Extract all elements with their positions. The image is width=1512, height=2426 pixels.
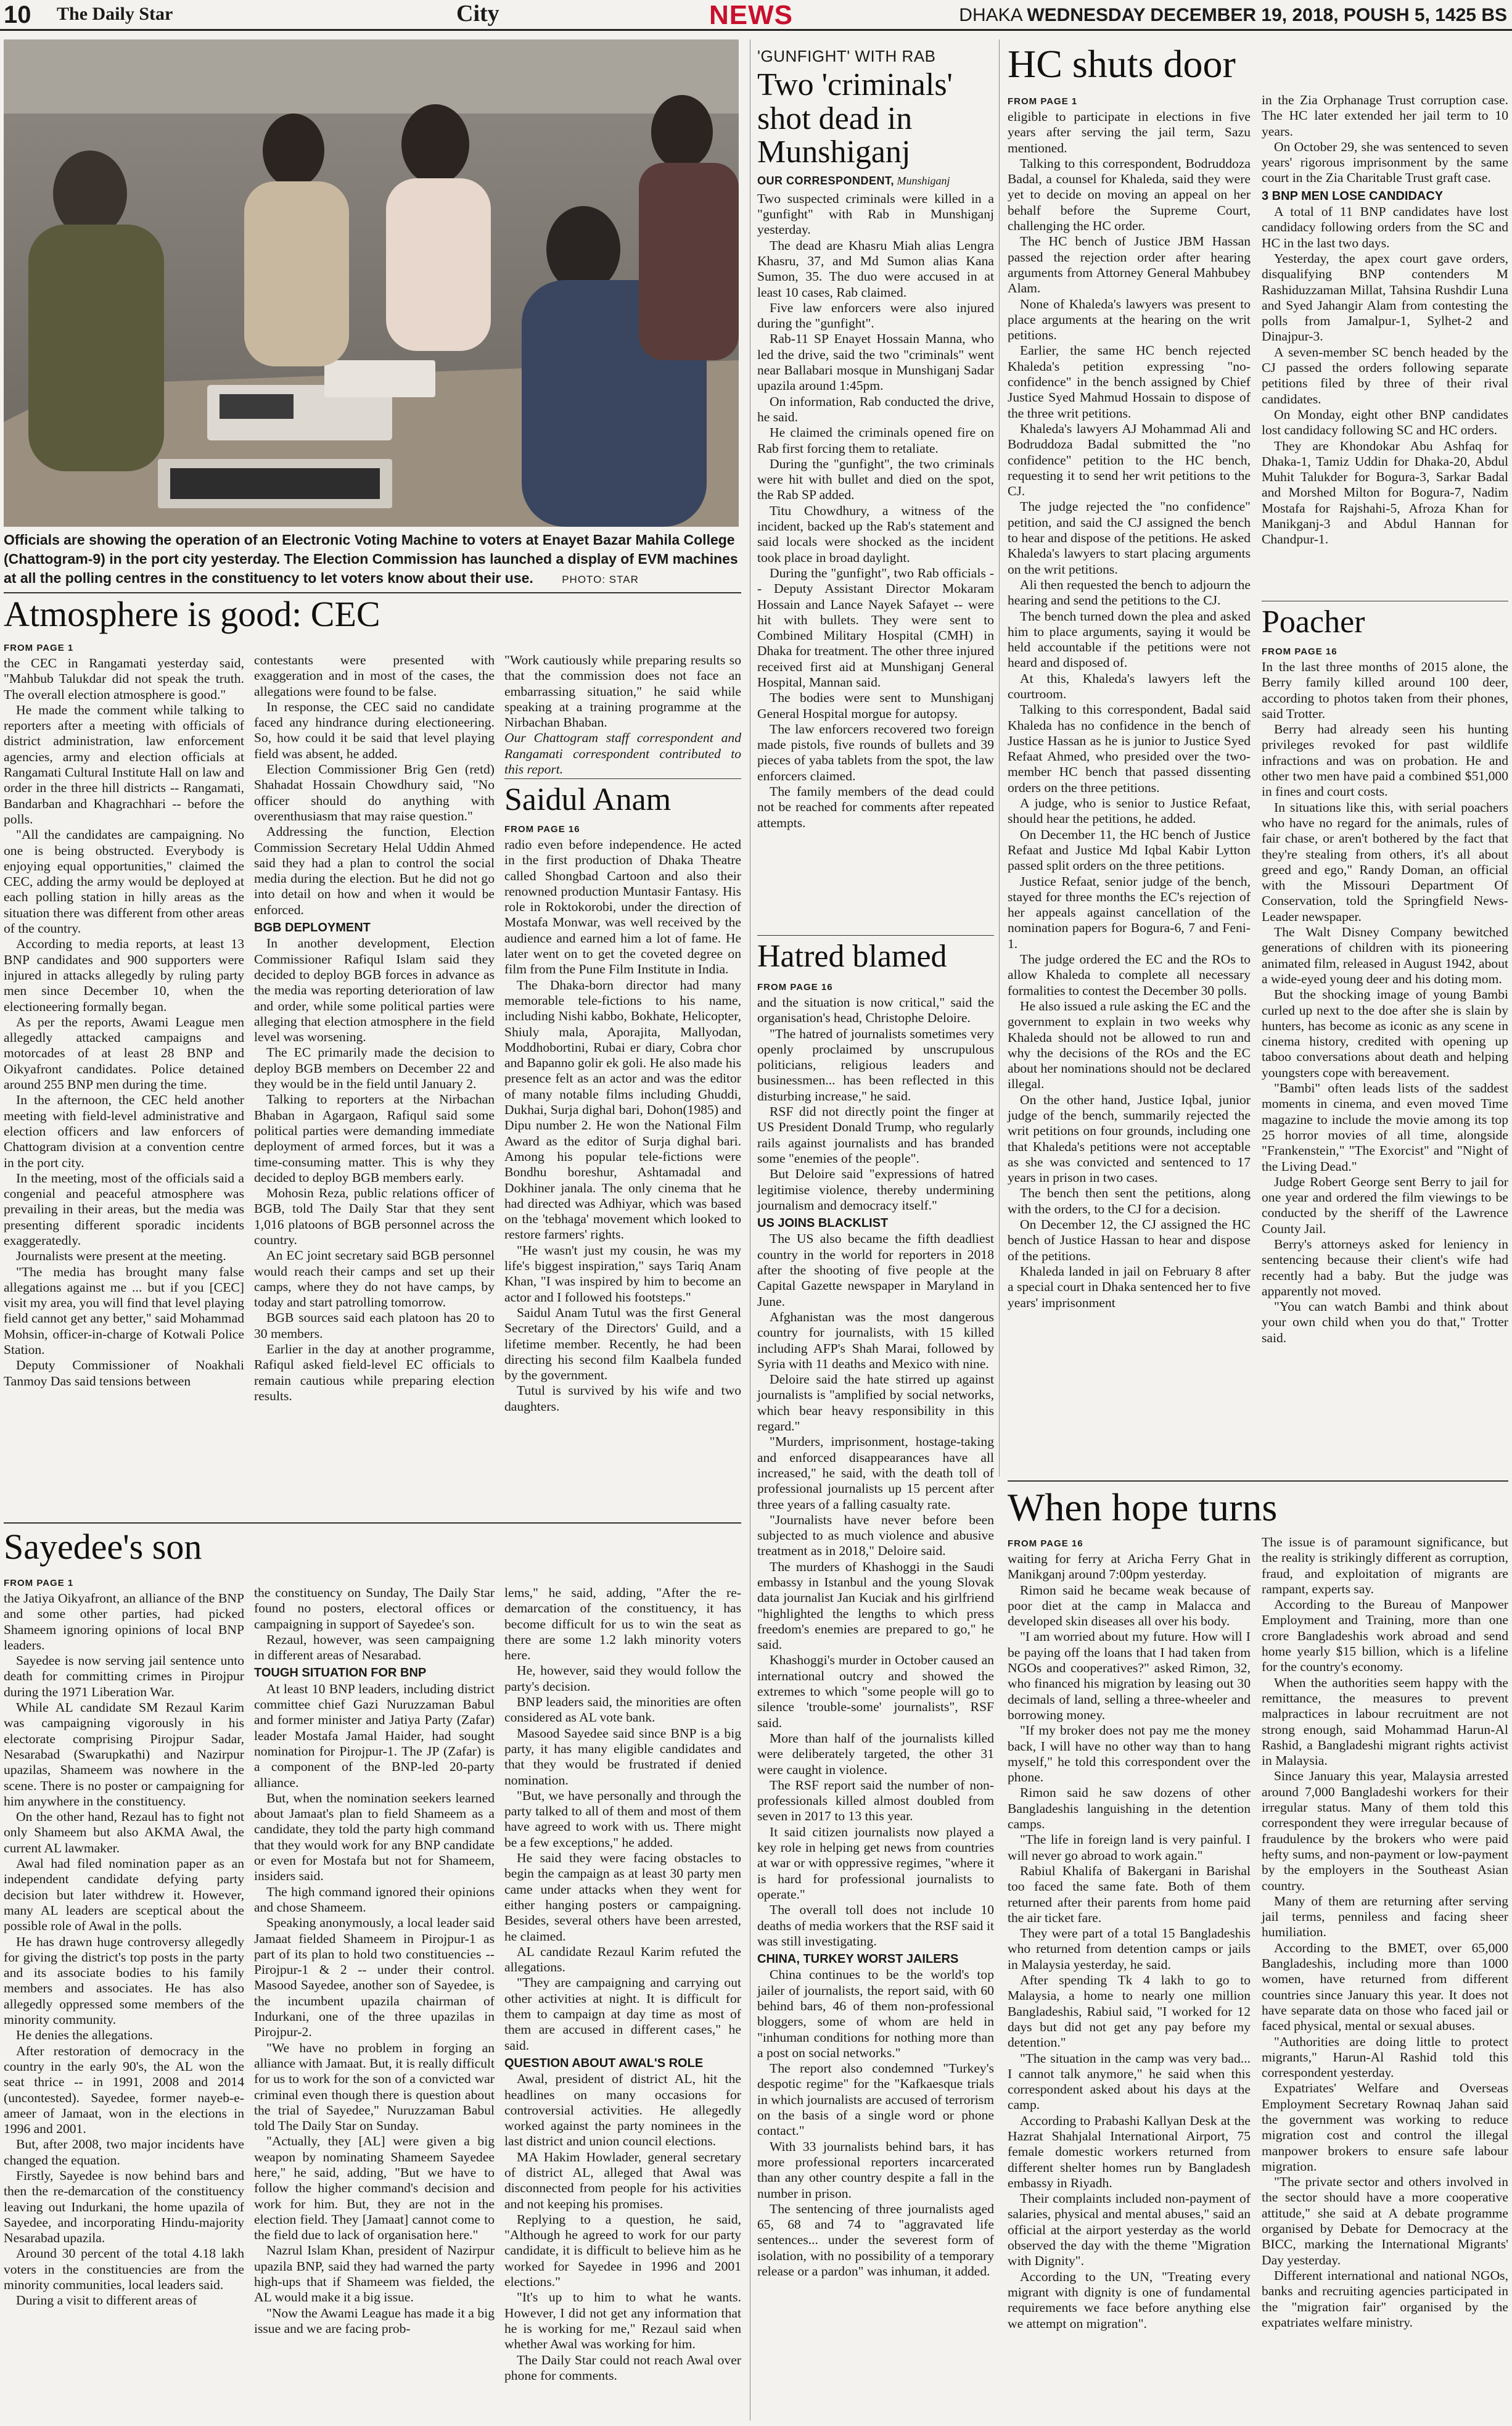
paragraph: But, after 2008, two major incidents have changed the equation. <box>4 2137 244 2168</box>
paragraph: Awal had filed nomination paper as an independent candidate defying party decision but later withdrew it. However, many AL leaders are sceptical about the possible role of Awal in the polls. <box>4 1856 244 1934</box>
article-body <box>757 1231 994 1949</box>
paragraph: Mohosin Reza, public relations officer of BGB, told The Daily Star that they sent 1,016 platoons of BGB personnel across the country. <box>254 1186 495 1247</box>
paper-name: The Daily Star <box>57 4 173 24</box>
section-rule <box>757 935 994 936</box>
article-body <box>254 1681 495 2337</box>
dateline-bangla: POUSH 5, 1425 BS <box>1343 5 1507 25</box>
paragraph: An EC joint secretary said BGB personnel would reach their camps and set up their camps, where they do not have camps, by today and start patrolling tomorrow. <box>254 1248 495 1310</box>
paragraph: "Now the Awami League has made it a big issue and we are facing prob- <box>254 2305 495 2336</box>
paragraph: The overall toll does not include 10 deaths of media workers that the RSF said it was still investigating. <box>757 1902 994 1949</box>
article-gunfight <box>757 47 994 913</box>
paragraph: The Walt Disney Company bewitched generations of children with its pioneering animated film, released in August 1942, about a wide-eyed young deer and his doting mom. <box>1262 925 1508 986</box>
paragraph: Judge Robert George sent Berry to jail for one year and ordered the film viewings to be conducted by the sheriff of the Lawrence County Jail. <box>1262 1174 1508 1236</box>
paragraph: Tutul is survived by his wife and two daughters. <box>504 1383 741 1414</box>
paragraph: Since January this year, Malaysia arrested around 7,000 Bangladeshi workers for their irregular status. Many of them told this correspondent they were irregular because of fraudulence by the brokers who were paid hefty sums, and non-payment or low-payment by the employers in the Southeast Asian country. <box>1262 1768 1508 1893</box>
paragraph: The issue is of paramount significance, but the reality is strikingly different as corruption, fraud, and exploitation of migrants are rampant, experts say. <box>1262 1535 1508 1596</box>
column-rule <box>999 39 1000 1477</box>
paragraph: in the Zia Orphanage Trust corruption case. The HC later extended her jail term to 10 years. <box>1262 93 1508 139</box>
paragraph: "We have no problem in forging an alliance with Jamaat. But, it is really difficult for us to work for the son of a convicted war criminal even though there is question about the trial of Sayedee," Nuruzzaman Babul told The Daily Star on Sunday. <box>254 2040 495 2134</box>
page-number: 10 <box>4 1 31 28</box>
paragraph: MA Hakim Howlader, general secretary of district AL, alleged that Awal was disconnected from people for his activities and not keeping his promises. <box>504 2149 741 2211</box>
paragraph: Khaleda's lawyers AJ Mohammad Ali and Bodruddoza Badal submitted the "no confidence" petition to the HC bench, requesting it to send her writ petitions to the CJ. <box>1008 421 1251 499</box>
paragraph: Khashoggi's murder in October caused an international outcry and showed the extremes to which "some people will go to silence 'trouble-some' journalists", RSF said. <box>757 1652 994 1730</box>
paragraph: On Monday, eight other BNP candidates lost candidacy following SC and HC orders. <box>1262 406 1508 438</box>
article-body <box>254 653 495 918</box>
dateline <box>959 5 1507 26</box>
paragraph: During the "gunfight", two Rab officials -- Deputy Assistant Director Mokaram Hossain and Lance Nayek Safayet -- were hit with bullets. They were sent to Combined Military Hospital (CMH) in Dhaka for treatment. The other three injured received first aid at Munshiganj General Hospital, Mannan said. <box>757 565 994 690</box>
paragraph: Firstly, Sayedee is now behind bars and then the re-demarcation of the constituency leaving out Indurkani, the home upazila of Sayedee, and incorporating Hindu-majority Nesarabad upazila. <box>4 2168 244 2246</box>
paragraph: With 33 journalists behind bars, it has more professional reporters incarcerated than any other country despite a fall in the number in prison. <box>757 2139 994 2201</box>
paragraph: Around 30 percent of the total 4.18 lakh voters in the constituencies are from the minority communities, local leaders said. <box>4 2246 244 2293</box>
paragraph: Deloire said the hate stirred up against journalists is "amplified by social networks, which bear heavy responsibility in this regard." <box>757 1372 994 1434</box>
kicker: FROM PAGE 16 <box>1262 646 1337 657</box>
paragraph: At this, Khaleda's lawyers left the courtroom. <box>1008 670 1251 701</box>
paragraph: Rezaul, however, was seen campaigning in different areas of Nesarabad. <box>254 1632 495 1663</box>
paragraph: and the situation is now critical," said the organisation's head, Christophe Deloire. <box>757 995 994 1026</box>
section-rule <box>1008 1480 1508 1482</box>
article-body <box>504 837 741 1522</box>
paragraph: The murders of Khashoggi in the Saudi embassy in Istanbul and the young Slovak data journalist Jan Kuciak and his girlfriend "highlighted the lengths to which press freedom's enemies are prepared to go," he said. <box>757 1559 994 1652</box>
paragraph: The report also condemned "Turkey's despotic regime" for the "Kafkaesque trials in which journalists are accused of terrorism on the basis of a single word or phone contact." <box>757 2061 994 2139</box>
paragraph: In the last three months of 2015 alone, the Berry family killed around 100 deer, according to photos taken from their phones, said Trotter. <box>1262 659 1508 721</box>
byline <box>757 175 994 188</box>
paragraph: Awal, president of district AL, hit the headlines on many occasions for controversial activities. He allegedly worked against the party nominees in the last district and union council elections. <box>504 2071 741 2149</box>
paragraph: According to Prabashi Kallyan Desk at the Hazrat Shahjalal International Airport, 75 female domestic workers returned from different shelter homes run by Bangladesh embassy in Riyadh. <box>1008 2113 1251 2190</box>
article-body <box>1008 109 1251 1472</box>
subhead-us: US JOINS BLACKLIST <box>757 1216 889 1231</box>
paragraph: Talking to reporters at the Nirbachan Bhaban in Agargaon, Rafiqul said some political parties were demanding immediate deployment of armed forces, but it was a time-consuming matter. This is why they decided to deploy BGB members early. <box>254 1092 495 1185</box>
paragraph: Journalists were present at the meeting. <box>16 1248 226 1264</box>
section-title: City <box>456 1 499 27</box>
paragraph: The law enforcers recovered two foreign made pistols, five rounds of bullets and 39 pieces of yaba tablets from the spot, the law enforcers claimed. <box>757 721 994 783</box>
gunfight-kicker: 'GUNFIGHT' WITH RAB <box>757 47 936 65</box>
paragraph: The US also became the fifth deadliest country in the world for reporters in 2018 after the shooting of five people at the Capital Gazette newspaper in Maryland in June. <box>757 1231 994 1309</box>
news-photo <box>4 39 739 527</box>
paragraph: It said citizen journalists now played a key role in helping get news from countries at war or with oppressive regimes, "where it is hard for professional journalists to operate." <box>757 1824 994 1902</box>
paragraph: Deputy Commissioner of Noakhali Tanmoy Das said tensions between <box>4 1358 244 1388</box>
paragraph: contestants were presented with exaggeration and in most of the cases, the allegations were found to be false. <box>254 653 495 699</box>
article-atmosphere-col2 <box>254 653 495 1516</box>
section-rule <box>4 592 741 593</box>
paragraph: On December 11, the HC bench of Justice Refaat and Justice Md Iqbal Kabir Lytton passed split orders on the three petitions. <box>1008 827 1251 873</box>
caption-text: Officials are showing the operation of an Electronic Voting Machine to voters at Enayet Bazar Mahila College (Chattogram-9) in the port city yesterday. The Election Commission has launched a display of EVM machines at all the polling centres in the constituency to let voters know about their use. <box>4 532 738 586</box>
paragraph: Masood Sayedee said since BNP is a big party, it has many eligible candidates and that they would be frustrated if denied nomination. <box>504 1725 741 1788</box>
paragraph: BNP leaders said, the minorities are often considered as AL vote bank. <box>504 1694 741 1725</box>
paragraph: The RSF report said the number of non-professionals killed almost doubled from seven in 2017 to 13 this year. <box>757 1777 994 1824</box>
paragraph: "If my broker does not pay me the money back, I will have no other way than to hang myself," he told this correspondent over the phone. <box>1008 1723 1251 1785</box>
photo-credit: PHOTO: STAR <box>562 574 639 585</box>
contributor-note: Our Chattogram staff correspondent and Rangamati correspondent contributed to this report. <box>504 730 741 777</box>
paragraph: AL candidate Rezaul Karim refuted the allegations. <box>504 1944 741 1975</box>
subhead-awal: QUESTION ABOUT AWAL'S ROLE <box>504 2056 704 2070</box>
paragraph: Two suspected criminals were killed in a "gunfight" with Rab in Munshiganj yesterday. <box>757 191 994 237</box>
subhead-candidacy: 3 BNP MEN LOSE CANDIDACY <box>1262 189 1444 203</box>
photo-caption <box>4 530 739 589</box>
paragraph: On the other hand, Justice Iqbal, junior judge of the bench, summarily rejected the writ petitions on four grounds, including one that Khaleda's petitions were not acceptable as she was convicted and sentenced to 17 years in prison in two cases. <box>1008 1092 1251 1186</box>
paragraph: During a visit to different areas of <box>16 2293 197 2308</box>
paragraph: eligible to participate in elections in five years after serving the jail term, Sazu mentioned. <box>1008 109 1251 155</box>
article-saidul <box>504 820 741 1522</box>
paragraph: None of Khaleda's lawyers was present to place arguments at the hearing on the writ petitions. <box>1008 296 1251 343</box>
evm-demo-photo-illustration <box>4 39 739 527</box>
paragraph: A seven-member SC bench headed by the CJ passed the orders following separate petitions filed by three of their rival candidates. <box>1262 344 1508 406</box>
paragraph: the constituency on Sunday, The Daily Star found no posters, electoral offices or campaigning in support of Sayedee's son. <box>254 1585 495 1632</box>
paragraph: The bodies were sent to Munshiganj General Hospital morgue for autopsy. <box>757 690 994 721</box>
paragraph: "I am worried about my future. How will I be paying off the loans that I had taken from NGOs and cooperatives?" asked Rimon, 32, who financed his migration by leasing out 30 decimals of land, selling a three-wheeler and borrowing money. <box>1008 1629 1251 1722</box>
kicker: FROM PAGE 16 <box>1008 1538 1083 1549</box>
paragraph: The EC primarily made the decision to deploy BGB members on December 22 and they would be in the field until January 2. <box>254 1045 495 1092</box>
kicker: FROM PAGE 1 <box>4 643 74 653</box>
paragraph: Nazrul Islam Khan, president of Nazirpur upazila BNP, said they had warned the party high-ups that if Shameem was fielded, the AL would make it a big issue. <box>254 2243 495 2305</box>
paragraph: Replying to a question, he said, "Although he agreed to work for our party candidate, it is difficult to believe him as he worked for Sayedee in 1996 and 2001 elections." <box>504 2211 741 2290</box>
paragraph: In the meeting, most of the officials said a congenial and peaceful atmosphere was prevailing in their areas, but the media was presenting different sporadic incidents exaggeratedly. <box>4 1170 244 1248</box>
paragraph: Sayedee is now serving jail sentence unto death for committing crimes in Pirojpur during the 1971 Liberation War. <box>4 1653 244 1699</box>
paragraph: Rimon said he became weak because of poor diet at the camp in Malacca and developed skin diseases all over his body. <box>1008 1582 1251 1629</box>
paragraph: "It's up to him to what he wants. However, I did not get any information that he is working for me," Rezaul said when whether Awal was working for him. <box>504 2290 741 2352</box>
paragraph: On information, Rab conducted the drive, he said. <box>757 394 994 424</box>
headline-gunfight: Two 'criminals' shot dead in Munshiganj <box>757 67 953 170</box>
paragraph: In another development, Election Commissioner Rafiqul Islam said they decided to deploy BGB forces in advance as the media was reporting deterioration of law and order, while some political parties were alleging that election atmosphere in the field level was worsening. <box>254 936 495 1045</box>
paragraph: They were part of a total 15 Bangladeshis who returned from detention camps or jails in Malaysia yesterday, he said. <box>1008 1926 1251 1972</box>
paragraph: The bench turned down the plea and asked him to place arguments, saying it would be held accountable if the petitions were not heard and disposed of. <box>1008 608 1251 670</box>
paragraph: They are Khondokar Abu Ashfaq for Dhaka-1, Tamiz Uddin for Dhaka-20, Abdul Muhit Talukder for Bogura-3, Sarkar Badal and Morshed Milton for Bogura-7, Nadim Mostafa for Rajshahi-5, Afroza Khan for Manikganj-3 and Abdul Hannan for Chandpur-1. <box>1262 438 1508 547</box>
paragraph: "He wasn't just my cousin, he was my life's biggest inspiration," says Tariq Anam Khan, "I was inspired by him to become an actor and I followed his footsteps." <box>504 1242 741 1305</box>
paragraph: After spending Tk 4 lakh to go to Malaysia, a home to nearly one million Bangladeshis, Rabiul said, "I worked for 12 days but did not get any pay before my detention." <box>1008 1973 1251 2050</box>
paragraph: At least 10 BNP leaders, including district committee chief Gazi Nuruzzaman Babul and former minister and Jatiya Party (Zafar) leader Mostafa Jamal Haider, had sought nomination for Pirojpur-1. The JP (Zafar) is a component of the BNP-led 20-party alliance. <box>254 1681 495 1790</box>
paragraph: During the "gunfight", the two criminals were hit with bullet and died on the spot, the Rab SP added. <box>757 456 994 503</box>
article-atmosphere-col1 <box>4 639 244 1522</box>
paragraph: "The hatred of journalists sometimes very openly proclaimed by unscrupulous politicians, religious leaders and businessmen... has been reflected in this disturbing increase," he said. <box>757 1026 994 1104</box>
paragraph: Justice Refaat, senior judge of the bench, stayed for three months the EC's rejection of her appeals against cancellation of the nomination papers for Bogura-6, 7 and Feni-1. <box>1008 873 1251 951</box>
paragraph: But, when the nomination seekers learned about Jamaat's plan to field Shameem as a candidate, they told the party high command that they would work for any BNP candidate or even for Mostafa but not for Shameem, insiders said. <box>254 1790 495 1884</box>
paragraph: Berry's attorneys asked for leniency in sentencing because their client's wife had recently had a baby. But the judge was apparently not moved. <box>1262 1236 1508 1298</box>
headline-saidul: Saidul Anam <box>504 782 672 817</box>
dateline-city: DHAKA <box>959 5 1022 25</box>
paragraph: When the authorities seem happy with the remittance, the measures to prevent malpractices in labour recruitment are not strong enough, said Mohammad Harun-Al Rashid, a Bangladeshi migrant rights activist in Malaysia. <box>1262 1675 1508 1768</box>
paragraph: "The life in foreign land is very painful. I will never go abroad to work again." <box>1008 1832 1251 1863</box>
paragraph: The sentencing of three journalists aged 65, 68 and 74 to "aggravated life sentences... under the severest form of isolation, with no possibility of a temporary release or a pardon" was inhuman, it added. <box>757 2201 994 2279</box>
paragraph: According to the BMET, over 65,000 Bangladeshis, including more than 1000 women, have returned from different countries since January this year. It does not have separate data on those who faced jail or faced physical, mental or sexual abuses. <box>1262 1940 1508 2034</box>
paragraph: "All the candidates are campaigning. No one is being obstructed. Everybody is enjoying equal opportunities," claimed the CEC, adding the army would be deployed at each polling station in hilly areas as the situation there was different from other areas of the country. <box>4 827 244 936</box>
paragraph: "Murders, imprisonment, hostage-taking and enforced disappearances have all increased," he said, with the death toll of professional journalists up 15 percent after three years of a falling casualty rate. <box>757 1434 994 1512</box>
paragraph: The judge ordered the EC and the ROs to allow Khaleda to complete all necessary formalities to contest the December 30 polls. <box>1008 952 1251 998</box>
paragraph: While AL candidate SM Rezaul Karim was campaigning vigorously in his electorate comprising Pirojpur Sadar, Nesarabad (Swarupkathi) and Nazirpur upazilas, Shameem was nowhere in the scene. There is no poster or campaigning for him anywhere in the constituency. <box>4 1700 244 1809</box>
headline-hc: HC shuts door <box>1008 42 1236 86</box>
paragraph: He, however, said they would follow the party's decision. <box>504 1663 741 1694</box>
paragraph: BGB sources said each platoon has 20 to 30 members. <box>254 1310 495 1341</box>
paragraph: "The situation in the camp was very bad... I cannot talk anymore," he said when this correspondent asked about his days at the camp. <box>1008 2050 1251 2113</box>
paragraph: Rab-11 SP Enayet Hossain Manna, who led the drive, said the two "criminals" went near Ballabari mosque in Munshiganj Sadar upazila around 1:45pm. <box>757 331 994 394</box>
headline-poacher: Poacher <box>1262 604 1365 640</box>
paragraph: "Actually, they [AL] were given a big weapon by nominating Shameem Sayedee here," he said, adding, "But we have to follow the higher command's decision and work for him. But, they are not in the election field. They [Jamaat] cannot come to the field due to lack of organisation here." <box>254 2134 495 2243</box>
paragraph: Earlier, the same HC bench rejected Khaleda's petition expressing "no-confidence" in the bench assigned by Chief Justice Syed Mahmud Hossain to dispose of the three writ petitions. <box>1008 343 1251 421</box>
paragraph: "The media has brought many false allegations against me ... but if you [CEC] visit my area, you will find that level playing field cannot get any better," said Mohammad Mohsin, officer-in-charge of Kotwali Police Station. <box>4 1264 244 1358</box>
paragraph: Khaleda landed in jail on February 8 after a special court in Dhaka sentenced her to five years' imprisonment <box>1008 1263 1251 1310</box>
article-body <box>254 936 495 1404</box>
headline-atmosphere: Atmosphere is good: CEC <box>4 594 380 634</box>
kicker: FROM PAGE 1 <box>1008 96 1078 107</box>
section-rule <box>4 1522 741 1524</box>
paragraph: Ali then requested the bench to adjourn the hearing and send the petitions to the CJ. <box>1008 577 1251 608</box>
paragraph: Talking to this correspondent, Badal said Khaleda has no confidence in the bench of Justice Hassan as he is junior to Justice Syed Refaat Ahmed, who presided over the two-member HC bench that passed dissenting orders on the three petitions. <box>1008 702 1251 795</box>
paragraph: Election Commissioner Brig Gen (retd) Shahadat Hossain Chowdhury said, "No officer should do anything with overenthusiasm that may raise question." <box>254 762 495 823</box>
paragraph: "But, we have personally and through the party talked to all of them and most of them have agreed to work with us. There might be a few exceptions," he added. <box>504 1788 741 1850</box>
paragraph: The family members of the dead could not be reached for comments after repeated attempts. <box>757 784 994 830</box>
paragraph: "You can watch Bambi and think about your own child when you do that," Trotter said. <box>1262 1299 1508 1345</box>
article-body <box>757 1967 994 2279</box>
headline-sayedee: Sayedee's son <box>4 1527 202 1567</box>
paragraph: In response, the CEC said no candidate faced any hindrance during electioneering. So, how could it be said that level playing field was absent, he added. <box>254 699 495 761</box>
article-body <box>1262 93 1508 186</box>
paragraph: According to the Bureau of Manpower Employment and Training, more than one crore Bangladeshis work abroad and send home yearly $15 billion, which is a lifeline for the country's economy. <box>1262 1597 1508 1675</box>
paragraph: Earlier in the day at another programme, Rafiqul asked field-level EC officials to remain cautious while preparing election results. <box>254 1342 495 1403</box>
article-body <box>1262 204 1508 548</box>
article-sayedee-col1 <box>4 1574 244 2424</box>
article-body <box>4 1591 244 2424</box>
masthead <box>0 0 1512 31</box>
paragraph: The judge rejected the "no confidence" petition, and said the CJ assigned the bench to hear and dispose of the petitions. He asked Khaleda's lawyers to start placing arguments on the writ petitions. <box>1008 499 1251 577</box>
paragraph: Five law enforcers were also injured during the "gunfight". <box>757 300 994 331</box>
article-poacher <box>1262 643 1508 1474</box>
paragraph: In the afternoon, the CEC held another meeting with field-level administrative and election officers and law enforcers of Chattogram division at a convention centre in the port city. <box>4 1092 244 1170</box>
paragraph: Their complaints included non-payment of salaries, physical and mental abuses," said an official at the airport yesterday as the world observed the day with the theme "Migration with Dignity". <box>1008 2191 1251 2269</box>
paragraph: He has drawn huge controversy allegedly for giving the district's top posts in the party and its associate bodies to his family members and associates. He has also allegedly oppressed some members of the minority community. <box>4 1934 244 2028</box>
paragraph: "Authorities are doing little to protect migrants," Harun-Al Rashid told this correspondent yesterday. <box>1262 2034 1508 2081</box>
paragraph: China continues to be the world's top jailer of journalists, the report said, with 60 behind bars, 46 of them non-professional bloggers, some of whom are held in "inhuman conditions for nothing more than a post on social networks." <box>757 1967 994 2060</box>
paragraph: Saidul Anam Tutul was the first General Secretary of the Directors' Guild, and a lifetime member. Recently, he had been directing his second film Kaalbela funded by the government. <box>504 1305 741 1383</box>
article-sayedee-col2 <box>254 1585 495 2421</box>
article-atmosphere-col3 <box>504 653 741 777</box>
paragraph: But the shocking image of young Bambi curled up next to the doe after she is slain by hunters, has become as iconic as any scene in cinema history, credited with opening up taboo conversations about death and helping youngsters cope with bereavement. <box>1262 987 1508 1080</box>
paragraph: On October 29, she was sentenced to seven years' rigorous imprisonment by the same court in the Zia Charitable Trust graft case. <box>1262 139 1508 186</box>
paragraph: According to media reports, at least 13 BNP candidates and 900 supporters were injured in attacks allegedly by ruling party men since December 10, when the electioneering formally began. <box>4 936 244 1014</box>
paragraph: The Daily Star could not reach Awal over phone for comments. <box>504 2352 741 2383</box>
paragraph: Rimon said he saw dozens of other Bangladeshis languishing in the detention camps. <box>1008 1785 1251 1832</box>
article-body <box>757 995 994 1213</box>
article-body <box>4 656 244 1522</box>
news-label: NEWS <box>709 0 793 30</box>
byline-place: Munshiganj <box>897 174 950 187</box>
paragraph: According to the UN, "Treating every migrant with dignity is one of fundamental requirements we face before anything else we attempt on migration". <box>1008 2269 1251 2331</box>
paragraph: Afghanistan was the most dangerous country for journalists, with 15 killed including AFP's Shah Marai, followed by Syria with 11 deaths and Mexico with nine. <box>757 1309 994 1371</box>
section-rule <box>504 778 741 779</box>
paragraph: "The private sector and others involved in the sector should have a more cooperative attitude," she said at A debate programme organised by Debate for Democracy at the BICC, marking the International Migrants' Day yesterday. <box>1262 2174 1508 2267</box>
subhead-china: CHINA, TURKEY WORST JAILERS <box>757 1952 959 1966</box>
paragraph: "Work cautiously while preparing results so that the commission does not face an embarrassing situation," he said while speaking at a training programme at the Nirbachan Bhaban. <box>504 653 741 730</box>
paragraph: radio even before independence. He acted in the first production of Dhaka Theatre called Shongbad Cartoon and also their renowned production Muntasir Fantasy. His role in Roktokorobi, under the direction of Mostafa Monwar, was well received by the audience and earned him a lot of fame. He later went on to get the coveted degree on film from the Pune Film Institute in India. <box>504 837 741 977</box>
article-sayedee-col3 <box>504 1585 741 2421</box>
byline-correspondent: OUR CORRESPONDENT, <box>757 174 895 187</box>
paragraph: the CEC in Rangamati yesterday said, "Mahbub Talukdar did not speak the truth. The overall election atmosphere is good." <box>4 656 244 702</box>
article-hope-col2 <box>1262 1535 1508 2423</box>
paragraph: "Journalists have never before been subjected to as much violence and abusive treatment as in 2018," Deloire said. <box>757 1512 994 1559</box>
paragraph: "They are campaigning and carrying out other activities at night. It is difficult for them to campaign at day time as most of them are accused in different cases," he said. <box>504 1975 741 2053</box>
kicker: FROM PAGE 16 <box>757 982 833 992</box>
subhead-bnp: TOUGH SITUATION FOR BNP <box>254 1666 427 1680</box>
paragraph: He denies the allegations. <box>16 2028 153 2043</box>
paragraph: A total of 11 BNP candidates have lost candidacy following orders from the SC and HC in the last two days. <box>1262 204 1508 250</box>
headline-hatred: Hatred blamed <box>757 939 947 974</box>
headline-hope: When hope turns <box>1008 1485 1278 1529</box>
paragraph: He claimed the criminals opened fire on Rab first forcing them to retaliate. <box>757 425 994 456</box>
paragraph: "Bambi" often leads lists of the saddest moments in cinema, and even moved Time magazine to include the movie among its top 25 horror movies of all time, alongside "Frankenstein," "The Exorcist" and "Night of the Living Dead." <box>1262 1081 1508 1174</box>
paragraph: Rabiul Khalifa of Bakergani in Barishal too faced the same fate. Both of them returned after their parents from home paid the air ticket fare. <box>1008 1863 1251 1925</box>
paragraph: The high command ignored their opinions and chose Shameem. <box>254 1884 495 1915</box>
dateline-date: WEDNESDAY DECEMBER 19, 2018, <box>1027 5 1339 25</box>
article-body <box>504 2071 741 2383</box>
paragraph: Different international and national NGOs, banks and recruiting agencies participated in the "migration fair" organised by the expatriates welfare ministry. <box>1262 2267 1508 2330</box>
article-hope-col1 <box>1008 1535 1251 2424</box>
paragraph: lems," he said, adding, "After the re-demarcation of the constituency, it has become difficult for us to win the seat as there are some 1.2 lakh minority voters here. <box>504 1585 741 1663</box>
paragraph: Addressing the function, Election Commission Secretary Helal Uddin Ahmed said they had a plan to control the social media during the election. But he did not go into detail on how and when it would be enforced. <box>254 824 495 917</box>
kicker: FROM PAGE 16 <box>504 824 580 835</box>
paragraph: Talking to this correspondent, Bodruddoza Badal, a counsel for Khaleda, said they were yet to decide on moving an appeal on her behalf before the Supreme Court, challenging the HC order. <box>1008 155 1251 234</box>
paragraph: waiting for ferry at Aricha Ferry Ghat in Manikganj around 7:00pm yesterday. <box>1008 1551 1251 1582</box>
paragraph: Speaking anonymously, a local leader said Jamaat fielded Shameem in Pirojpur-1 as part of its plan to hold two constituencies -- Pirojpur-1 & 2 -- under their control. Masood Sayedee, another son of Sayedee, is the incumbent upazila chairman of Indurkani, one of the three upazilas in Pirojpur-2. <box>254 1915 495 2040</box>
article-body <box>504 653 741 730</box>
article-body <box>757 995 994 2420</box>
paragraph: A judge, who is senior to Justice Refaat, should hear the petitions, he added. <box>1008 796 1251 827</box>
article-hatred <box>757 978 994 2420</box>
kicker: FROM PAGE 1 <box>4 1578 74 1588</box>
paragraph: He also issued a rule asking the EC and the government to explain in two weeks why Khaleda should not be allowed to run and why the decisions of the ROs and the EC about her nominations should not be declared illegal. <box>1008 998 1251 1092</box>
paragraph: More than half of the journalists killed were deliberately targeted, the other 31 were caught in violence. <box>757 1730 994 1777</box>
paragraph: Many of them are returning after serving jail terms, penniless and facing sheer humiliation. <box>1262 1893 1508 1940</box>
paragraph: He made the comment while talking to reporters after a meeting with officials of district administration, law enforcement agencies, army and election officials at Rangamati Cultural Institute Hall on law and order in the three hill districts -- Rangamati, Bandarban and Khagrachhari -- before the polls. <box>4 702 244 827</box>
article-body <box>757 191 994 913</box>
paragraph: After restoration of democracy in the country in the early 90's, the AL won the seat thrice -- in 1991, 2008 and 2014 (uncontested). Sayedee, former nayeb-e-ameer of Jamaat, won in the elections in 1996 and 2001. <box>4 2043 244 2137</box>
paragraph: On the other hand, Rezaul has to fight not only Shameem but also AKMA Awal, the current AL lawmaker. <box>4 1809 244 1855</box>
paragraph: On December 12, the CJ assigned the HC bench of Justice Hassan to hear and dispose of the petitions. <box>1008 1217 1251 1263</box>
paragraph: The Dhaka-born director had many memorable tele-fictions to his name, including Nishi kabbo, Bokhate, Helicopter, Shiuly mala, Aporajita, Mallyodan, Moddhobortini, Rubai er diary, Cobra chor and Bapanno golir ek goli. He also made his presence felt as an actor and was the editor of many notable films including Ghuddi, Dukhai, Surja dighal bari, Dohon(1985) and Dipu number 2. He won the National Film Award as the editor of Surja dighal bari. Among his popular tele-fictions were Bondhu boreshur, Ashtamadal and Dokhiner janala. The only cinema that he had directed was Adhiyar, which was based on the 'tebhaga' movement which looked to restore farmers' rights. <box>504 977 741 1242</box>
article-hc-col2 <box>1262 93 1508 595</box>
paragraph: Yesterday, the apex court gave orders, disqualifying BNP contenders M Rashiduzzaman Millat, Tahsina Rushdir Luna and Syed Jahangir Alam from contesting the polls from Jamalpur-1, Sylhet-2 and Dinajpur-3. <box>1262 250 1508 344</box>
paragraph: the Jatiya Oikyafront, an alliance of the BNP and some other parties, had picked Shameem ignoring opinions of local BNP leaders. <box>4 1591 244 1652</box>
paragraph: Expatriates' Welfare and Overseas Employment Secretary Rownaq Jahan said the government was working to reduce migration cost and control the illegal manpower brokers to ensure safe labour migration. <box>1262 2081 1508 2174</box>
paragraph: Berry had already seen his hunting privileges revoked for past wildlife infractions and was on probation. He and other two men have paid a combined $51,000 in fines and court costs. <box>1262 722 1508 799</box>
article-body <box>1008 1551 1251 2424</box>
paragraph: The HC bench of Justice JBM Hassan passed the rejection order after hearing arguments from Attorney General Mahbubey Alam. <box>1008 234 1251 296</box>
paragraph: He said they were facing obstacles to begin the campaign as at least 30 party men came under attacks when they went for either hanging posters or campaigning. Besides, several others have been arrested, he claimed. <box>504 1850 741 1944</box>
paragraph: The dead are Khasru Miah alias Lengra Khasru, 37, and Md Sumon alias Kana Sumon, 35. The duo were accused in at least 10 cases, Rab claimed. <box>757 237 994 300</box>
article-body <box>1262 659 1508 1474</box>
paragraph: The bench then sent the petitions, along with the orders, to the CJ for a decision. <box>1008 1186 1251 1216</box>
subhead-bgb: BGB DEPLOYMENT <box>254 921 371 935</box>
paragraph: RSF did not directly point the finger at US President Donald Trump, who regularly rails against journalists and has branded some "enemies of the people". <box>757 1104 994 1166</box>
article-hc-col1 <box>1008 93 1251 1472</box>
article-body <box>504 1585 741 2053</box>
paragraph: Titu Chowdhury, a witness of the incident, backed up the Rab's statement and said locals were shocked as the incident took place in broad daylight. <box>757 503 994 565</box>
paragraph: As per the reports, Awami League men allegedly attacked campaigns and motorcades of at least 28 BNP and Oikyafront candidates. Police detained around 255 BNP men during the time. <box>4 1014 244 1092</box>
paragraph: But Deloire said "expressions of hatred legitimise violence, thereby undermining journalism and democracy itself." <box>757 1166 994 1213</box>
article-body <box>254 1585 495 1663</box>
paragraph: In situations like this, with serial poachers who have no regard for the animals, rules of fair chase, or aren't bothered by the fact that they're stealing from others, it's all about greed and ego," Randy Doman, an official with the Missouri Department Of Conservation, told the Springfield News-Leader newspaper. <box>1262 799 1508 924</box>
